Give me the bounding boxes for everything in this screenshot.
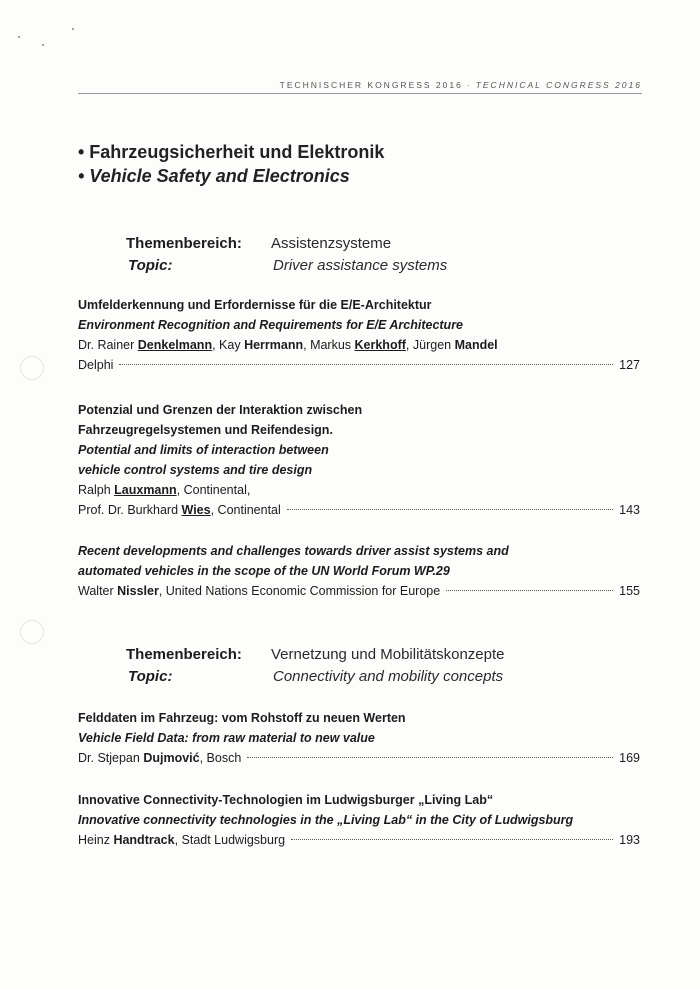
author-surname: Herrmann (244, 338, 304, 352)
topic-row-english (126, 666, 646, 688)
section-title-english: • Vehicle Safety and Electronics (78, 166, 350, 186)
entry-affiliation: Delphi (78, 358, 114, 372)
author-given-name: Heinz (78, 833, 114, 847)
toc-entry (78, 541, 640, 601)
topic-row-english (126, 255, 646, 277)
page-number: 127 (619, 358, 640, 372)
topic-value-german: Vernetzung und Mobilitätskonzepte (271, 646, 505, 663)
author-surname: Nissler (117, 584, 159, 598)
entry-title-english: vehicle control systems and tire design (78, 463, 313, 477)
entry-author-line (78, 581, 640, 601)
header-separator: · (466, 80, 472, 90)
entry-title-english: Innovative connectivity technologies in the „Living Lab“ in the City of Ludwigsburg (78, 813, 574, 827)
entry-title-english: Potential and limits of interaction between (78, 443, 329, 457)
author-affiliation: , Bosch (199, 751, 242, 765)
author-separator: , (212, 338, 220, 352)
author-given-name: Jürgen (412, 338, 455, 352)
header-german: TECHNISCHER KONGRESS 2016 (279, 80, 463, 90)
entry-title-german: Umfelderkennung und Erfordernisse für die E/E-Architektur (78, 298, 432, 312)
entry-author (78, 581, 440, 601)
entry-author (78, 830, 285, 850)
topic-value-english: Driver assistance systems (273, 257, 448, 274)
scan-speck (18, 36, 20, 38)
topic-block-connectivity (126, 644, 646, 688)
author-given-name: Ralph (78, 483, 115, 497)
entry-title-english: Recent developments and challenges towards driver assist systems and (78, 544, 509, 558)
author-given-name: Walter (78, 584, 118, 598)
entry-title-german: Felddaten im Fahrzeug: vom Rohstoff zu neuen Werten (78, 711, 406, 725)
header-english: TECHNICAL CONGRESS 2016 (475, 80, 642, 90)
running-header (78, 80, 642, 90)
author-given-name: Kay (219, 338, 245, 352)
scan-speck (42, 44, 44, 46)
topic-value-german: Assistenzsysteme (271, 235, 392, 252)
entry-affiliation-line (78, 355, 640, 375)
toc-entry (78, 790, 640, 850)
toc-entry (78, 400, 640, 520)
section-title-german: • Fahrzeugsicherheit und Elektronik (78, 142, 385, 162)
author-given-name: Prof. Dr. Burkhard (78, 503, 182, 517)
author-given-name: Dr. Rainer (78, 338, 138, 352)
entry-title-english: Environment Recognition and Requirements for E/E Architecture (78, 318, 464, 332)
author-affiliation: , United Nations Economic Commission for Europe (158, 584, 441, 598)
punch-hole-mark (20, 620, 44, 644)
toc-entry (78, 295, 640, 375)
entry-author (78, 480, 640, 500)
entry-authors (78, 335, 640, 355)
page-number: 155 (619, 584, 640, 598)
entry-author-line (78, 500, 640, 520)
entry-title-german: Innovative Connectivity-Technologien im Ludwigsburger „Living Lab“ (78, 793, 494, 807)
author-affiliation: , Stadt Ludwigsburg (174, 833, 286, 847)
author-surname: Dujmović (143, 751, 200, 765)
author-separator: , (405, 338, 413, 352)
topic-label-english: Topic: (128, 257, 173, 274)
entry-title-english: Vehicle Field Data: from raw material to new value (78, 731, 375, 745)
author-given-name: Markus (310, 338, 355, 352)
author-surname: Handtrack (113, 833, 175, 847)
author-affiliation: , Continental (210, 503, 281, 517)
author-surname: Lauxmann (114, 483, 177, 497)
author-separator: , (303, 338, 311, 352)
entry-author (78, 500, 281, 520)
topic-row-german (126, 644, 646, 666)
entry-title-english: automated vehicles in the scope of the UN World Forum WP.29 (78, 564, 450, 578)
author-surname: Wies (181, 503, 211, 517)
author-surname: Kerkhoff (354, 338, 406, 352)
page-number: 143 (619, 503, 640, 517)
entry-author-line (78, 748, 640, 768)
entry-author (78, 748, 241, 768)
author-surname: Denkelmann (137, 338, 213, 352)
punch-hole-mark (20, 356, 44, 380)
author-given-name: Dr. Stjepan (78, 751, 144, 765)
dot-leader (291, 839, 613, 840)
page-number: 193 (619, 833, 640, 847)
topic-block-assistance (126, 233, 646, 277)
dot-leader (119, 364, 613, 365)
topic-row-german (126, 233, 646, 255)
header-rule (78, 93, 642, 94)
author-surname: Mandel (454, 338, 498, 352)
topic-label-german: Themenbereich: (126, 235, 242, 252)
topic-label-german: Themenbereich: (126, 646, 242, 663)
topic-value-english: Connectivity and mobility concepts (273, 668, 504, 685)
toc-entry (78, 708, 640, 768)
scan-speck (72, 28, 74, 30)
entry-title-german: Potenzial und Grenzen der Interaktion zwischen (78, 403, 363, 417)
page-number: 169 (619, 751, 640, 765)
dot-leader (446, 590, 613, 591)
dot-leader (287, 509, 613, 510)
dot-leader (247, 757, 613, 758)
author-affiliation: , Continental, (176, 483, 251, 497)
topic-label-english: Topic: (128, 668, 173, 685)
entry-title-german: Fahrzeugregelsystemen und Reifendesign. (78, 423, 333, 437)
entry-author-line (78, 830, 640, 850)
